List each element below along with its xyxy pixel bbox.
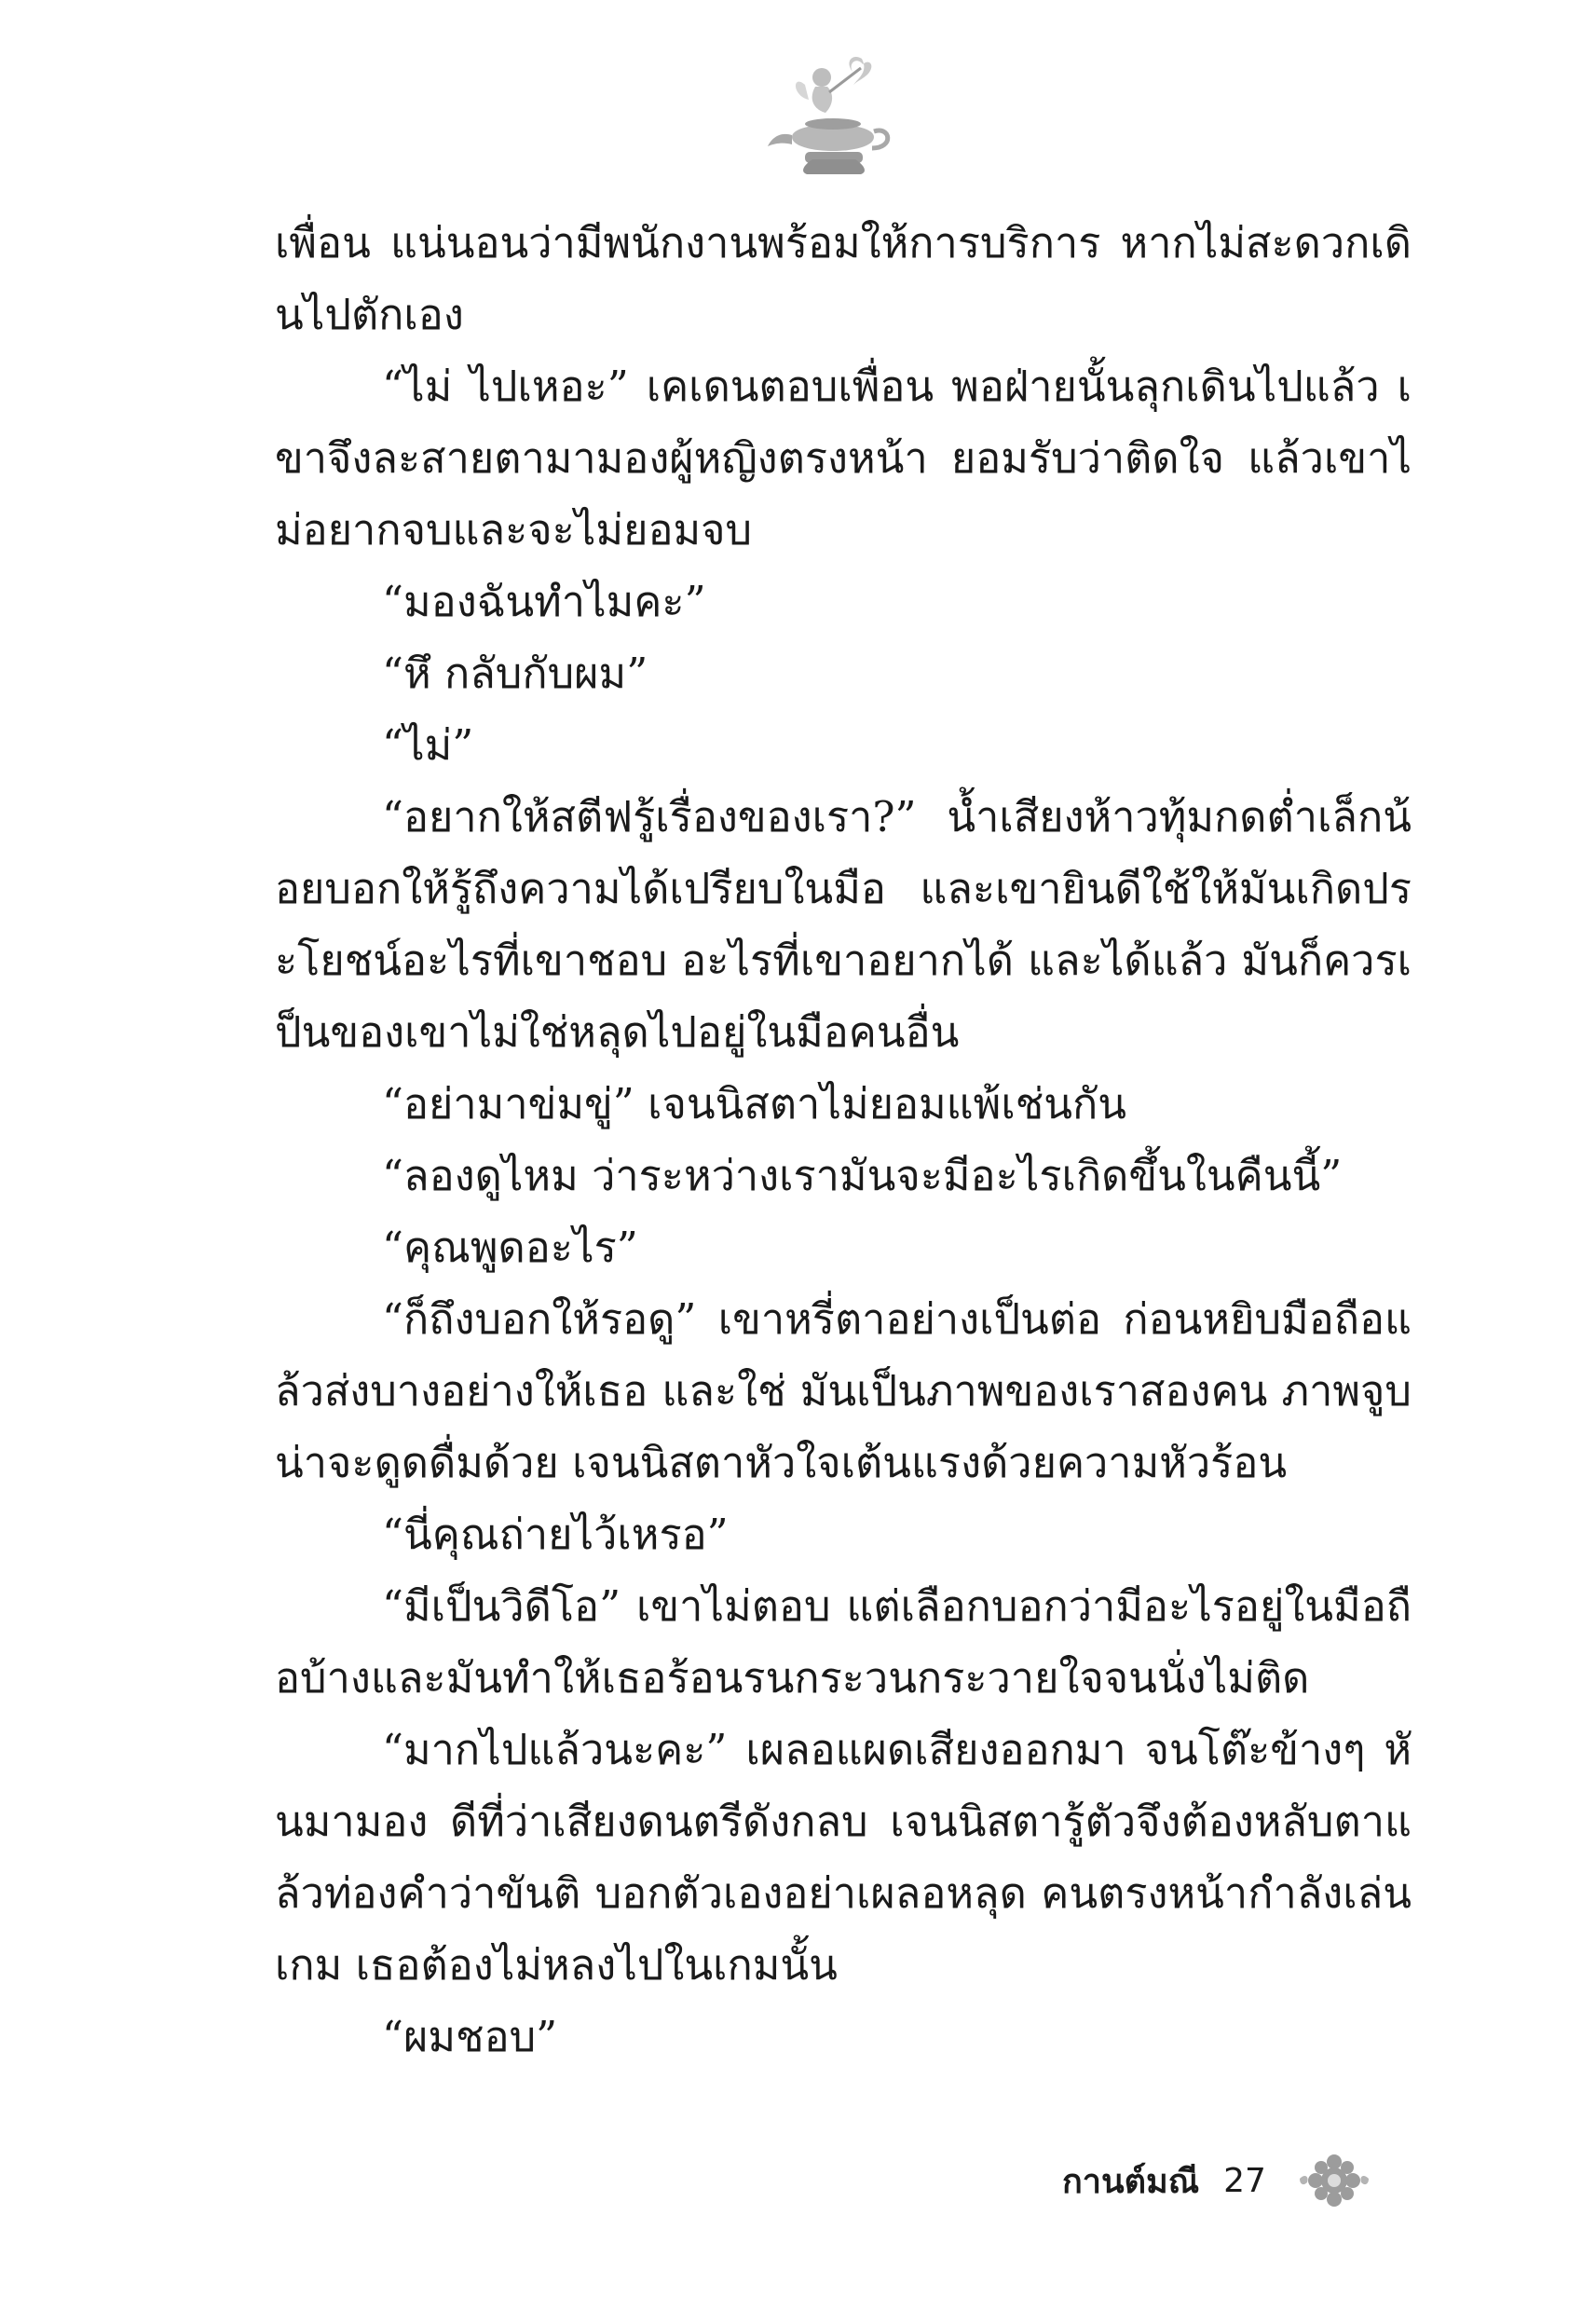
page-number: 27 bbox=[1223, 2161, 1266, 2200]
paragraph: “ก็ถึงบอกให้รอดู” เขาหรี่ตาอย่างเป็นต่อ ก่อนหยิบมือถือแล้วส่งบางอย่างให้เธอ และใช่ มันเป็นภาพของเราสองคน ภาพจูบ น่าจะดูดดื่มด้วย เจนนิสตาหัวใจเต้นแรงด้วยความหัวร้อน bbox=[275, 1294, 1412, 1487]
paragraph: “ลองดูไหม ว่าระหว่างเรามันจะมีอะไรเกิดขึ้นในคืนนี้” bbox=[382, 1151, 1343, 1200]
paragraph: “อย่ามาข่มขู่” เจนนิสตาไม่ยอมแพ้เช่นกัน bbox=[382, 1079, 1127, 1128]
paragraph: “ไม่ ไปเหอะ” เคเดนตอบเพื่อน พอฝ่ายนั้นลุกเดินไปแล้ว เขาจึงละสายตามามองผู้หญิงตรงหน้า ยอมรับว่าติดใจ แล้วเขาไม่อยากจบและจะไม่ยอมจบ bbox=[275, 362, 1412, 554]
paragraph: “มากไปแล้วนะคะ” เผลอแผดเสียงออกมา จนโต๊ะข้างๆ หันมามอง ดีที่ว่าเสียงดนตรีดังกลบ เจนนิสตารู้ตัวจึงต้องหลับตาแล้วท่องคำว่าขันติ บอกตัวเองอย่าเผลอหลุด คนตรงหน้ากำลังเล่นเกม เธอต้องไม่หลงไปในเกมนั้น bbox=[275, 1725, 1412, 1990]
paragraph: “ไม่” bbox=[382, 720, 474, 770]
paragraph: “หึ กลับกับผม” bbox=[382, 649, 648, 698]
cupid-teapot-icon bbox=[764, 51, 904, 191]
paragraph: “คุณพูดอะไร” bbox=[382, 1223, 638, 1272]
paragraph: “อยากให้สตีฟรู้เรื่องของเรา?” น้ำเสียงห้าวทุ้มกดต่ำเล็กน้อยบอกให้รู้ถึงความได้เปรียบในมือ และเขายินดีใช้ให้มันเกิดประโยชน์อะไรที่เขาชอบ อะไรที่เขาอยากได้ และได้แล้ว มันก็ควรเป็นของเขาไม่ใช่หลุดไปอยู่ในมือคนอื่น bbox=[275, 792, 1412, 1057]
page-footer bbox=[1062, 2148, 1376, 2213]
paragraph: เพื่อน แน่นอนว่ามีพนักงานพร้อมให้การบริการ หากไม่สะดวกเดินไปตักเอง bbox=[275, 218, 1412, 339]
story-text bbox=[275, 207, 1412, 2072]
paragraph: “ผมชอบ” bbox=[382, 2012, 558, 2061]
paragraph: “นี่คุณถ่ายไว้เหรอ” bbox=[382, 1510, 729, 1559]
paragraph: “มีเป็นวิดีโอ” เขาไม่ตอบ แต่เลือกบอกว่ามีอะไรอยู่ในมือถือบ้างและมันทำให้เธอร้อนรนกระวนกระวายใจจนนั่งไม่ติด bbox=[275, 1581, 1412, 1702]
paragraph: “มองฉันทำไมคะ” bbox=[382, 577, 706, 626]
flower-ornament-icon bbox=[1292, 2151, 1376, 2210]
book-title: กานต์มณี bbox=[1062, 2162, 1200, 2201]
